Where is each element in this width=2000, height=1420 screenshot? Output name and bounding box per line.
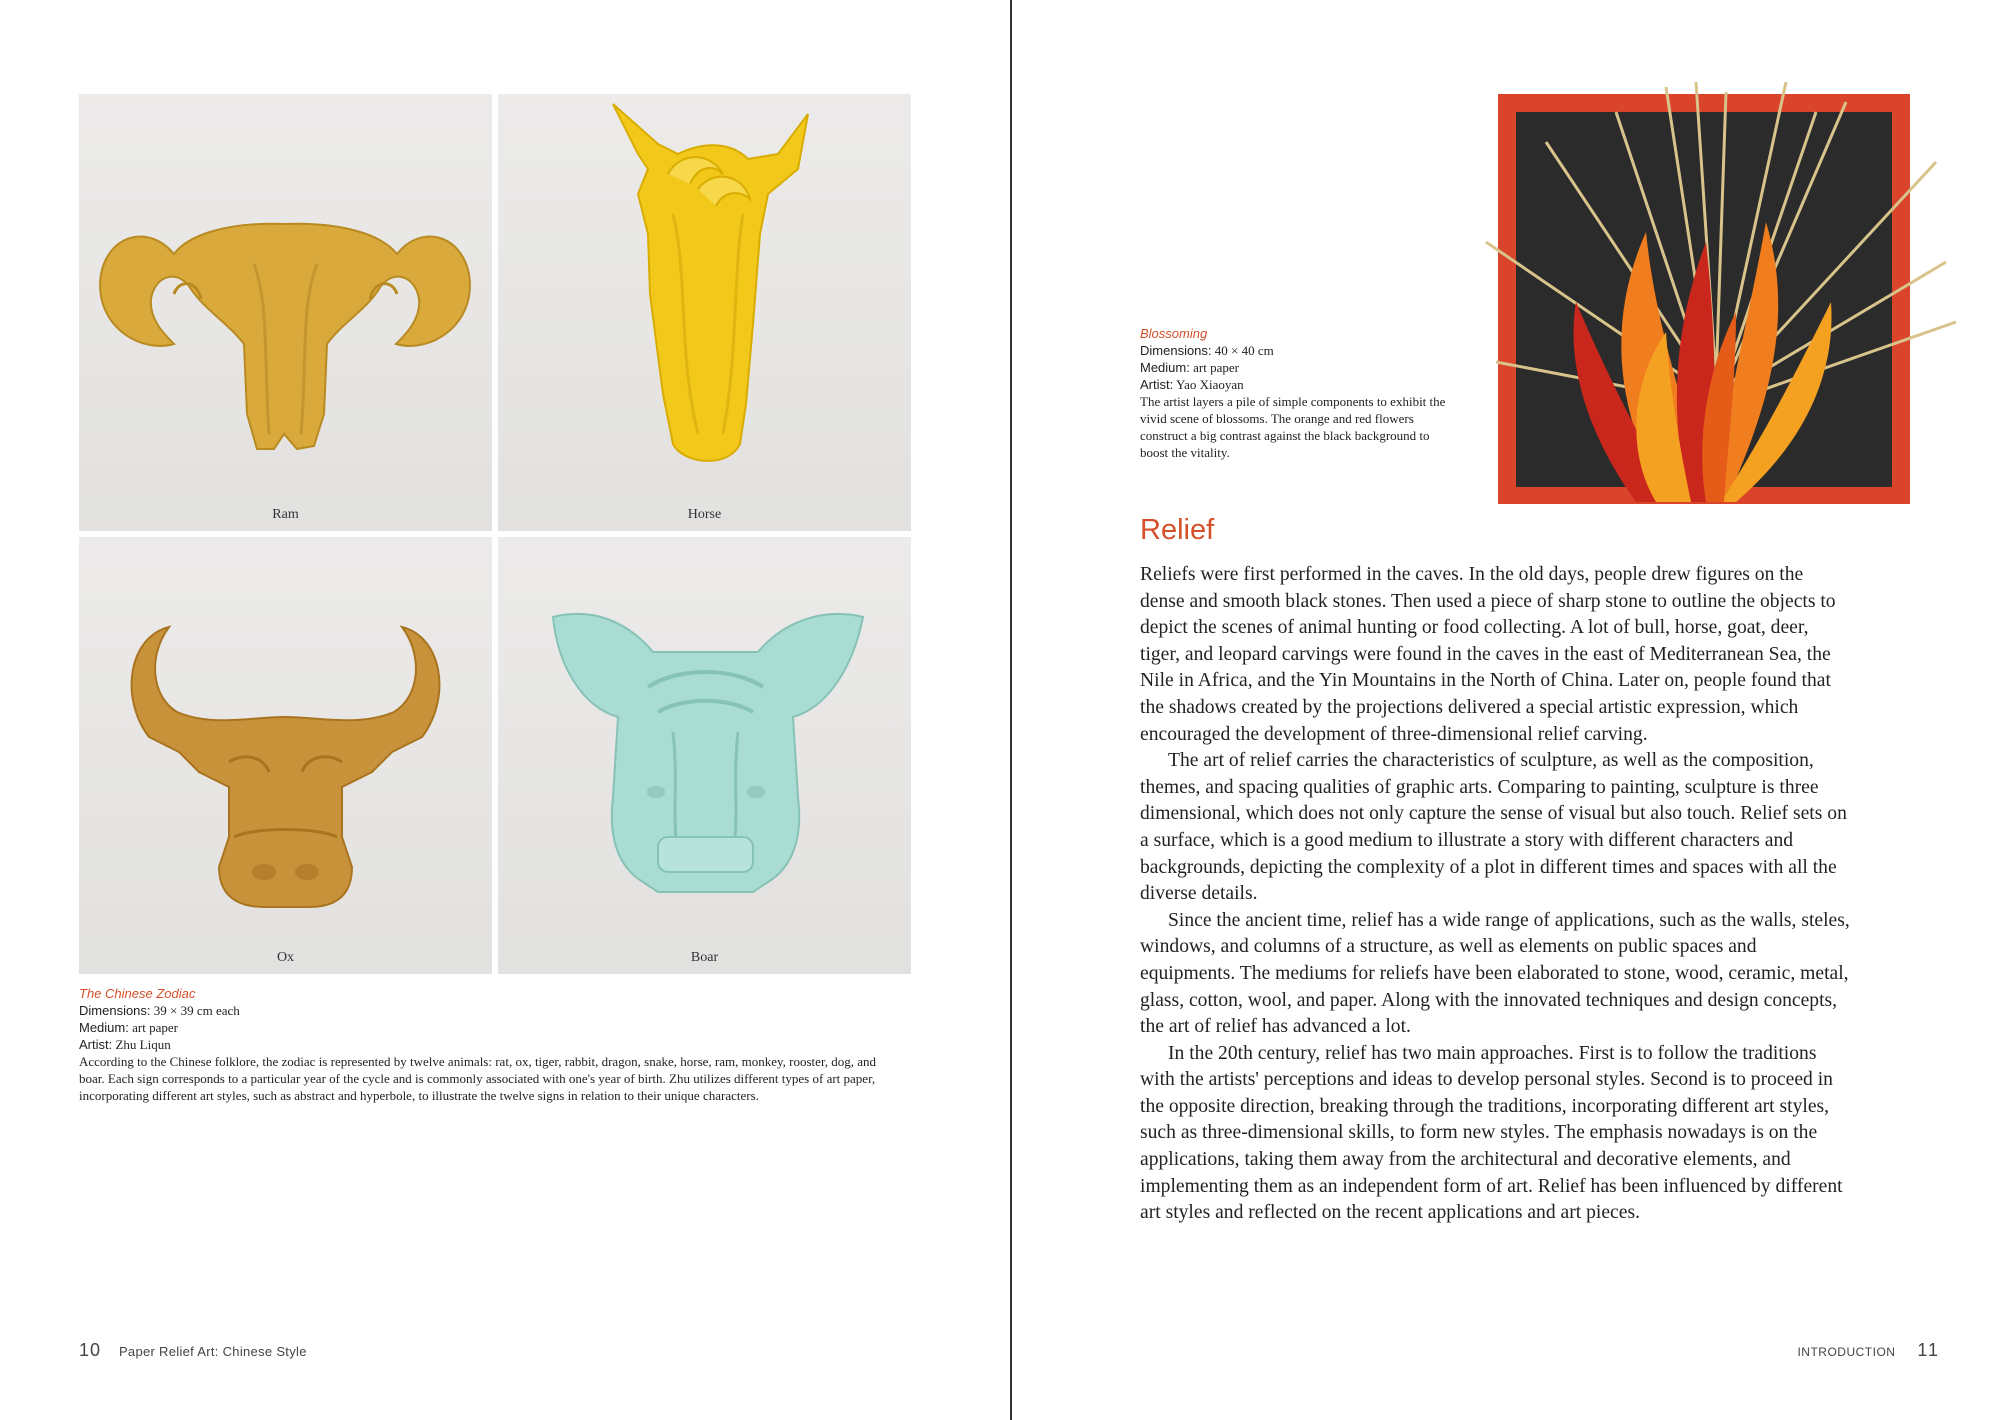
blossoming-artist-value: Yao Xiaoyan — [1176, 377, 1244, 392]
blossoming-dimensions-value: 40 × 40 cm — [1214, 343, 1274, 358]
blossoming-artwork — [1466, 82, 1966, 532]
blossoming-medium-value: art paper — [1193, 360, 1239, 375]
blossoming-dimensions-line — [1140, 342, 1460, 359]
ram-mask-image — [79, 94, 492, 531]
ram-photo — [79, 94, 492, 531]
medium-value: art paper — [132, 1020, 178, 1035]
boar-mask-image — [498, 537, 911, 974]
blossoming-caption — [1140, 325, 1460, 461]
body-paragraph: Reliefs were first performed in the caves. In the old days, people drew figures on the dense and smooth black stones. Then used a piece of sharp stone to outline the objects to depict the scenes of animal hunting or food collecting. A lot of bull, horse, goat, deer, tiger, and leopard carvings were found in the caves in the east of Mediterranean Sea, the Nile in Africa, and the Yin Mountains in the North of China. Later on, people found that the shadows created by the projections delivered a special artistic expression, which encouraged the development of three-dimensional relief carving. — [1140, 564, 1836, 745]
page-number-right: 11 — [1917, 1340, 1940, 1360]
artist-value: Zhu Liqun — [115, 1037, 171, 1052]
ox-mask-image — [79, 537, 492, 974]
body-text — [1140, 562, 1850, 1227]
caption-artist-line — [79, 1036, 879, 1053]
blossoming-medium-label: Medium: — [1140, 360, 1190, 375]
body-paragraph: Since the ancient time, relief has a wide range of applications, such as the walls, steles, windows, and columns of a structure, as well as elements on public spaces and equipments. The mediums for reliefs have been elaborated to stone, wood, ceramic, metal, glass, cotton, wool, and paper. Along with the innovated techniques and design concepts, the art of relief has advanced a lot. — [1140, 909, 1850, 1038]
ram-label: Ram — [272, 507, 299, 522]
caption-dimensions-line — [79, 1002, 879, 1019]
book-title: Paper Relief Art: Chinese Style — [118, 1344, 307, 1359]
left-page — [0, 0, 1010, 1402]
medium-label: Medium: — [79, 1020, 129, 1035]
boar-photo — [498, 537, 911, 974]
body-paragraph: The art of relief carries the characteristics of sculpture, as well as the composition, themes, and spacing qualities of graphic arts. Comparing to painting, sculpture is three dimensional, which does not only capture the sense of visual but also touch. Relief sets on a surface, which is a good medium to illustrate a story with different characters and backgrounds, depicting the complexity of a plot in different times and spaces with all the diverse details. — [1140, 750, 1847, 905]
horse-photo — [498, 94, 911, 531]
dimensions-label: Dimensions: — [79, 1003, 151, 1018]
zodiac-caption — [79, 985, 879, 1104]
blossoming-image — [1466, 82, 1966, 532]
zodiac-image-grid — [79, 94, 911, 974]
caption-description: According to the Chinese folklore, the zodiac is represented by twelve animals: rat, ox, tiger, rabbit, dragon, snake, horse, ram, monkey, rooster, dog, and boar. Each sign corresponds to a particular year of the cycle and is commonly associated with one's year of birth. Zhu utilizes different types of art paper, incorporating different art styles, such as abstract and hyperbole, to illustrate the twelve signs in relation to their unique characters. — [79, 1054, 877, 1103]
caption-medium-line — [79, 1019, 879, 1036]
blossoming-dimensions-label: Dimensions: — [1140, 343, 1212, 358]
blossoming-artist-line — [1140, 376, 1460, 393]
caption-title: The Chinese Zodiac — [79, 986, 196, 1001]
body-paragraph: In the 20th century, relief has two main approaches. First is to follow the traditions with the artists' perceptions and ideas to develop personal styles. Second is to proceed in the opposite direction, breaking through the traditions, incorporating different art styles, such as three-dimensional skills, to form new styles. The emphasis nowadays is on the applications, taking them away from the architectural and decorative elements, and implementing them as an independent form of art. Relief has been influenced by different art styles and reflected on the recent applications and art pieces. — [1140, 1042, 1843, 1224]
artist-label: Artist: — [79, 1037, 113, 1052]
page-number-left: 10 — [79, 1340, 102, 1360]
horse-mask-image — [498, 94, 911, 531]
blossoming-caption-description: The artist layers a pile of simple components to exhibit the vivid scene of blossoms. The orange and red flowers construct a big contrast against the black background to boost the vitality. — [1140, 394, 1446, 460]
horse-label: Horse — [687, 507, 722, 522]
ox-photo — [79, 537, 492, 974]
blossoming-artist-label: Artist: — [1140, 377, 1174, 392]
dimensions-value: 39 × 39 cm each — [153, 1003, 240, 1018]
section-heading: Relief — [1140, 514, 1215, 546]
left-footer — [79, 1340, 307, 1361]
section-name: INTRODUCTION — [1797, 1345, 1896, 1359]
blossoming-caption-title: Blossoming — [1140, 326, 1208, 341]
ox-label: Ox — [276, 950, 295, 965]
right-footer — [1797, 1340, 1940, 1361]
boar-label: Boar — [690, 950, 719, 965]
blossoming-medium-line — [1140, 359, 1460, 376]
